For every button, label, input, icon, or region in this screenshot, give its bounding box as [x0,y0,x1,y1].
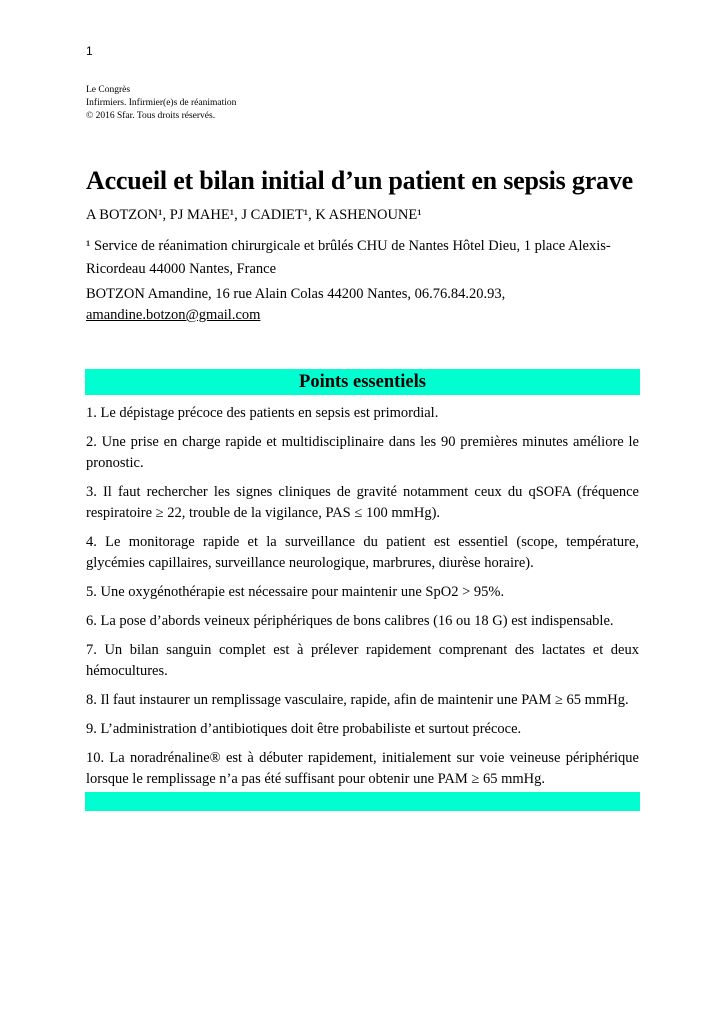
list-item: 2. Une prise en charge rapide et multidisciplinaire dans les 90 premières minutes améliore le pronostic. [86,434,639,471]
footer-banner [85,792,640,811]
authors: A BOTZON¹, PJ MAHE¹, J CADIET¹, K ASHENOUNE¹ [86,207,422,223]
section-banner [85,369,640,395]
header-note-line: Infirmiers. Infirmier(e)s de réanimation [86,98,237,108]
header-note-line: Le Congrès [86,85,131,95]
list-item: 5. Une oxygénothérapie est nécessaire pour maintenir une SpO2 > 95%. [86,584,505,600]
list-item: 9. L’administration d’antibiotiques doit être probabiliste et surtout précoce. [86,721,522,737]
contact-email-link[interactable]: amandine.botzon@gmail.com [86,307,261,323]
list-item: 7. Un bilan sanguin complet est à prélever rapidement comprenant des lactates et deux hémocultures. [86,642,639,679]
document-title: Accueil et bilan initial d’un patient en sepsis grave [86,166,633,195]
list-item: 1. Le dépistage précoce des patients en sepsis est primordial. [86,405,439,421]
contact-address: BOTZON Amandine, 16 rue Alain Colas 44200 Nantes, 06.76.84.20.93, [86,286,506,302]
list-item: 3. Il faut rechercher les signes cliniques de gravité notamment ceux du qSOFA (fréquence respiratoire ≥ 22, trouble de la vigilance, PAS ≤ 100 mmHg). [86,484,639,521]
contact-block [86,284,646,326]
header-note [86,84,236,123]
list-item: 8. Il faut instaurer un remplissage vasculaire, rapide, afin de maintenir une PAM ≥ 65 mmHg. [86,692,629,708]
list-item: 10. La noradrénaline® est à débuter rapidement, initialement sur voie veineuse périphérique lorsque le remplissage n’a pas été suffisant pour obtenir une PAM ≥ 65 mmHg. [86,750,639,787]
affiliation: ¹ Service de réanimation chirurgicale et brûlés CHU de Nantes Hôtel Dieu, 1 place Alexis-Ricordeau 44000 Nantes, France [86,238,611,277]
list-item: 6. La pose d’abords veineux périphériques de bons calibres (16 ou 18 G) est indispensable. [86,613,614,629]
header-note-line: © 2016 Sfar. Tous droits réservés. [86,111,216,121]
section-title: Points essentiels [299,372,426,392]
key-points-list [86,403,639,798]
list-item: 4. Le monitorage rapide et la surveillance du patient est essentiel (scope, température, glycémies capillaires, surveillance neurologique, marbrures, diurèse horaire). [86,534,639,571]
page-number: 1 [86,44,93,58]
